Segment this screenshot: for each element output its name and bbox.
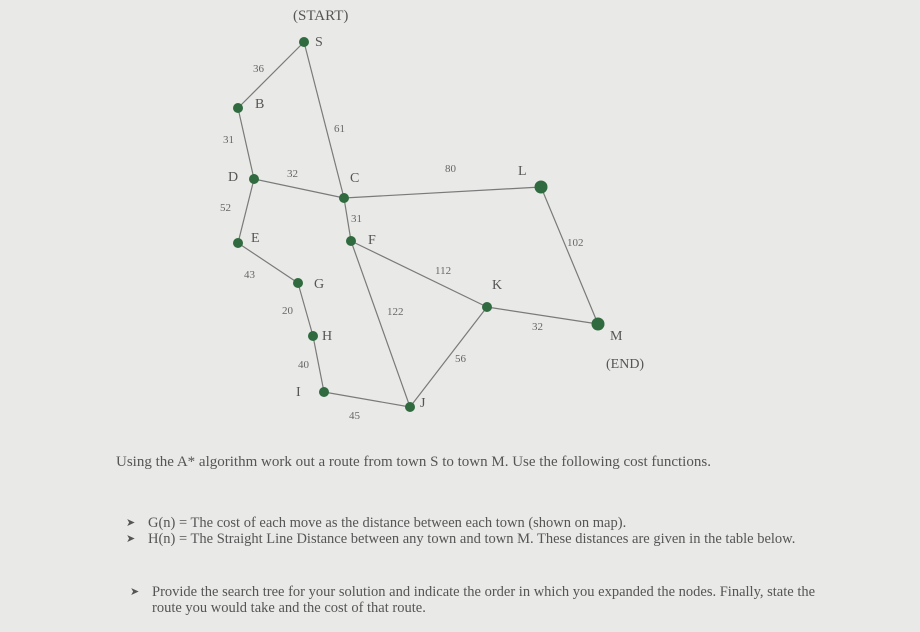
node-b xyxy=(233,103,243,113)
node-j xyxy=(405,402,415,412)
edge-s-c xyxy=(304,42,344,198)
node-l xyxy=(535,181,548,194)
node-label-f: F xyxy=(368,233,376,248)
node-d xyxy=(249,174,259,184)
arrow-bullet-icon: ➤ xyxy=(130,586,140,598)
node-g xyxy=(293,278,303,288)
edge-weight-b-d: 31 xyxy=(223,134,234,146)
edge-weight-f-j: 122 xyxy=(387,306,404,318)
node-label-g: G xyxy=(314,277,325,292)
edge-weight-h-i: 40 xyxy=(298,359,309,371)
task-instruction-list xyxy=(126,584,826,616)
edge-weight-c-f: 31 xyxy=(351,213,362,225)
edge-weight-g-h: 20 xyxy=(282,305,293,317)
node-m xyxy=(592,318,605,331)
edge-d-c xyxy=(254,179,344,198)
edge-g-h xyxy=(298,283,313,336)
node-h xyxy=(308,331,318,341)
edge-weight-s-b: 36 xyxy=(253,63,264,75)
node-c xyxy=(339,193,349,203)
end-caption: (END) xyxy=(606,357,645,372)
bullet-search-tree: ➤ Provide the search tree for your solution and indicate the order in which you expanded the nodes. Finally, state the route you would take and the cost of that route. xyxy=(130,584,816,616)
node-label-m: M xyxy=(610,329,623,344)
node-label-b: B xyxy=(255,97,265,112)
edge-h-i xyxy=(313,336,324,392)
edge-weight-f-k: 112 xyxy=(435,265,452,277)
start-caption: (START) xyxy=(293,8,349,24)
arrow-bullet-icon: ➤ xyxy=(126,517,136,529)
edge-weight-l-m: 102 xyxy=(567,237,584,249)
node-label-i: I xyxy=(296,385,301,400)
edge-weight-c-l: 80 xyxy=(445,163,456,175)
edge-weights-layer xyxy=(220,63,584,422)
edge-i-j xyxy=(324,392,410,407)
node-label-d: D xyxy=(228,170,239,185)
node-i xyxy=(319,387,329,397)
edge-weight-i-j: 45 xyxy=(349,410,360,422)
nodes-layer xyxy=(233,37,605,412)
node-label-k: K xyxy=(492,278,503,293)
edge-weight-e-g: 43 xyxy=(244,269,255,281)
node-f xyxy=(346,236,356,246)
cost-function-list xyxy=(122,515,842,547)
node-label-h: H xyxy=(322,329,333,344)
edge-weight-s-c: 61 xyxy=(334,123,345,135)
node-labels-layer xyxy=(228,35,623,411)
bullet-h-cost: ➤ H(n) = The Straight Line Distance between any town and town M. These distances are given in the table below. xyxy=(126,531,796,547)
edge-weight-d-e: 52 xyxy=(220,202,231,214)
bullet-g-cost: ➤ G(n) = The cost of each move as the distance between each town (shown on map). xyxy=(126,515,627,531)
edge-weight-d-c: 32 xyxy=(287,168,298,180)
node-label-s: S xyxy=(315,35,323,50)
edge-weight-j-k: 56 xyxy=(455,353,466,365)
node-label-l: L xyxy=(518,164,527,179)
node-e xyxy=(233,238,243,248)
edge-s-b xyxy=(238,42,304,108)
arrow-bullet-icon: ➤ xyxy=(126,533,136,545)
node-k xyxy=(482,302,492,312)
edges-layer xyxy=(238,42,598,407)
edge-c-f xyxy=(344,198,351,241)
question-text: Using the A* algorithm work out a route from town S to town M. Use the following cost functions. xyxy=(116,454,711,470)
edge-l-m xyxy=(541,187,598,324)
edge-j-k xyxy=(410,307,487,407)
node-label-e: E xyxy=(251,231,260,246)
edge-weight-k-m: 32 xyxy=(532,321,543,333)
node-label-j: J xyxy=(420,396,426,411)
node-s xyxy=(299,37,309,47)
node-label-c: C xyxy=(350,171,360,186)
edge-b-d xyxy=(238,108,254,179)
edge-c-l xyxy=(344,187,541,198)
